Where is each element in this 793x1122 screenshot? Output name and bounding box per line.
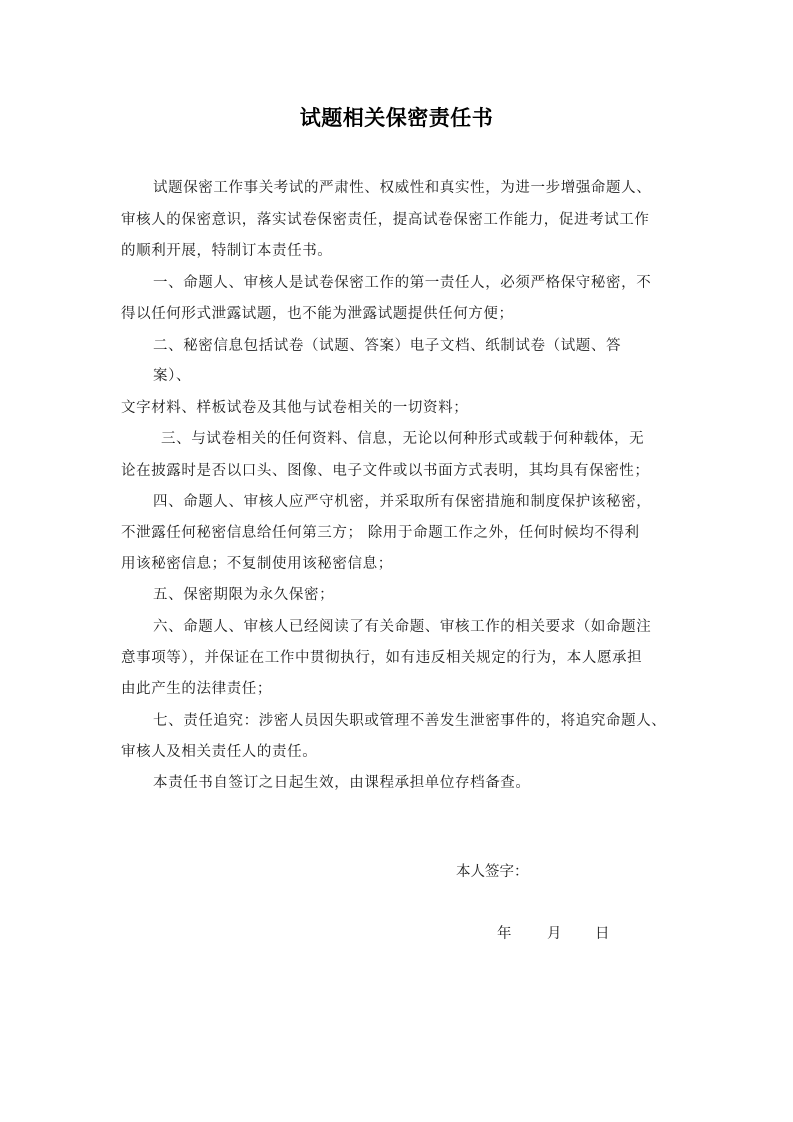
paragraph-line: 六、命题人、审核人已经阅读了有关命题、审核工作的相关要求（如命题注 <box>153 619 652 635</box>
paragraph-line: 试题保密工作事关考试的严肃性、权威性和真实性，为进一步增强命题人、 <box>153 180 652 196</box>
date-day-label: 日 <box>595 926 610 942</box>
date-year-label: 年 <box>497 926 512 942</box>
paragraph-line: 案）、 <box>153 368 192 384</box>
paragraph-line: 文字材料、样板试卷及其他与试卷相关的一切资料； <box>121 400 469 416</box>
paragraph-line: 审核人及相关责任人的责任。 <box>121 744 318 760</box>
paragraph-line: 四、命题人、审核人应严守机密，并采取所有保密措施和制度保护该秘密， <box>153 494 652 510</box>
paragraph-line: 得以任何形式泄露试题，也不能为泄露试题提供任何方便； <box>121 306 514 322</box>
paragraph-line: 本责任书自签订之日起生效，由课程承担单位存档备查。 <box>153 775 531 791</box>
paragraph-line: 三、与试卷相关的任何资料、信息，无论以何种形式或载于何种载体，无 <box>161 431 645 447</box>
paragraph-line: 审核人的保密意识，落实试卷保密责任，提高试卷保密工作能力，促进考试工作 <box>121 212 650 228</box>
paragraph-line: 二、秘密信息包括试卷（试题、答案）电子文档、纸制试卷（试题、答 <box>153 338 622 354</box>
paragraph-line: 七、责任追究：涉密人员因失职或管理不善发生泄密事件的，将追究命题人、 <box>153 713 667 729</box>
paragraph-line: 用该秘密信息；不复制使用该秘密信息； <box>121 556 393 572</box>
paragraph-line: 不泄露任何秘密信息给任何第三方； 除用于命题工作之外，任何时候均不得利 <box>121 525 640 541</box>
paragraph-line: 意事项等），并保证在工作中贯彻执行，如有违反相关规定的行为，本人愿承担 <box>121 650 643 666</box>
document-title: 试题相关保密责任书 <box>299 106 494 130</box>
paragraph-line: 五、保密期限为永久保密； <box>153 587 335 603</box>
paragraph-line: 由此产生的法律责任； <box>121 681 272 697</box>
paragraph-line: 的顺利开展，特制订本责任书。 <box>121 243 333 259</box>
signature-label: 本人签字： <box>456 864 529 880</box>
paragraph-line: 一、命题人、审核人是试卷保密工作的第一责任人，必须严格保守秘密，不 <box>153 275 652 291</box>
paragraph-line: 论在披露时是否以口头、图像、电子文件或以书面方式表明，其均具有保密性； <box>121 463 650 479</box>
date-month-label: 月 <box>547 926 562 942</box>
